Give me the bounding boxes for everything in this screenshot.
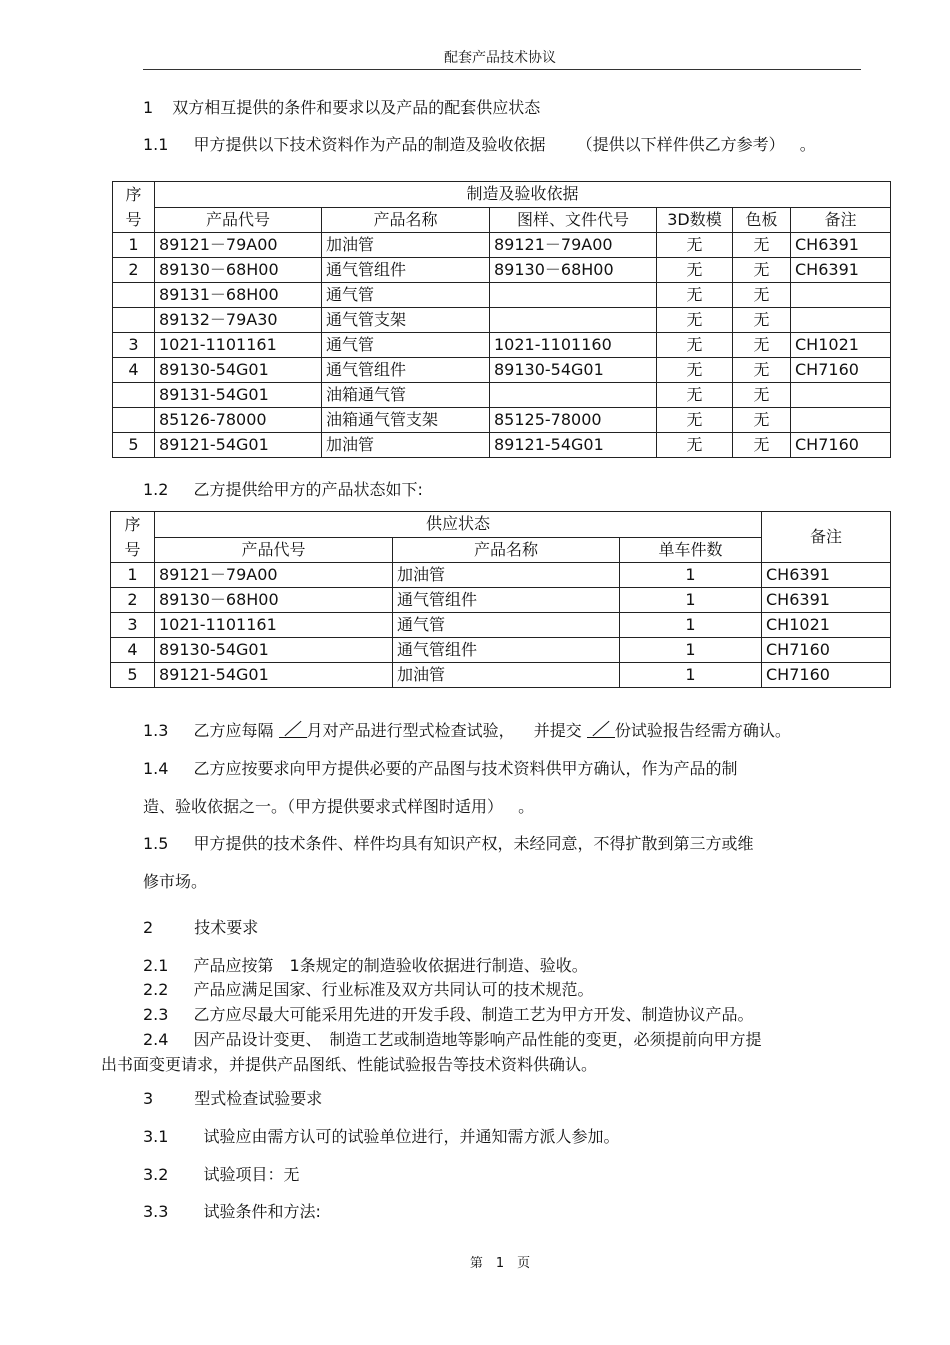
cell-remark: CH6391	[791, 258, 891, 283]
cell-drawing	[490, 283, 657, 308]
paragraph-1-2-number: 1.2	[143, 480, 169, 499]
paragraph-1-4-text-cont: 造、验收依据之一。（甲方提供要求式样图时适用）	[143, 797, 504, 816]
table2-remark-header: 备注	[762, 512, 891, 563]
table1-col-name: 产品名称	[322, 207, 490, 233]
paragraph-1-1-note: （提供以下样件供乙方参考）	[576, 135, 785, 154]
paragraph-1-5-number: 1.5	[143, 834, 169, 853]
cell-qty: 1	[620, 663, 762, 688]
paragraph-2-3-number: 2.3	[143, 1005, 169, 1024]
section1-heading	[143, 95, 540, 118]
paragraph-3-2-text: 试验项目：无	[203, 1165, 300, 1184]
paragraph-1-3-number: 1.3	[143, 721, 169, 740]
cell-code: 85126-78000	[155, 408, 322, 433]
cell-remark: CH7160	[762, 638, 891, 663]
cell-seq: 1	[113, 233, 155, 258]
cell-code: 89131－68H00	[155, 283, 322, 308]
paragraph-2-4-line2: 出书面变更请求，并提供产品图纸、性能试验报告等技术资料供确认。	[101, 1055, 598, 1074]
cell-qty: 1	[620, 563, 762, 588]
table2-col-name: 产品名称	[393, 537, 620, 563]
supply-status-table	[110, 511, 891, 688]
cell-drawing: 89130－68H00	[490, 258, 657, 283]
cell-qty: 1	[620, 613, 762, 638]
paragraph-1-2	[143, 477, 423, 500]
table-row	[113, 308, 891, 333]
cell-code: 89121-54G01	[155, 663, 393, 688]
table1-col-drawing: 图样、文件代号	[490, 207, 657, 233]
table-row	[113, 358, 891, 383]
paragraph-1-3-text-b: 月对产品进行型式检查试验，	[306, 721, 515, 740]
cell-model3d: 无	[657, 433, 733, 458]
cell-seq: 5	[113, 433, 155, 458]
paragraph-2-2	[143, 977, 594, 1000]
cell-model3d: 无	[657, 333, 733, 358]
paragraph-2-4-number: 2.4	[143, 1030, 169, 1049]
cell-name: 油箱通气管	[322, 383, 490, 408]
cell-code: 89121－79A00	[155, 233, 322, 258]
table-row	[113, 258, 891, 283]
cell-model3d: 无	[657, 383, 733, 408]
cell-drawing: 89121-54G01	[490, 433, 657, 458]
paragraph-1-3-text-a: 乙方应每隔	[193, 721, 274, 740]
manufacturing-basis-table	[112, 181, 891, 458]
paragraph-3-3-number: 3.3	[143, 1202, 169, 1221]
section2-number: 2	[143, 918, 154, 937]
cell-name: 通气管组件	[393, 638, 620, 663]
cell-color: 无	[733, 383, 791, 408]
cell-model3d: 无	[657, 233, 733, 258]
paragraph-1-1-period: 。	[799, 135, 816, 154]
table1-seq-header	[113, 182, 155, 233]
paragraph-3-1-number: 3.1	[143, 1127, 169, 1146]
cell-color: 无	[733, 283, 791, 308]
cell-seq: 2	[111, 588, 155, 613]
cell-remark: CH6391	[762, 588, 891, 613]
paragraph-2-2-text: 产品应满足国家、行业标准及双方共同认可的技术规范。	[193, 980, 594, 999]
paragraph-1-2-text: 乙方提供给甲方的产品状态如下:	[193, 480, 423, 499]
cell-seq: 2	[113, 258, 155, 283]
paragraph-1-3-text-d: 份试验报告经需方确认。	[614, 721, 791, 740]
cell-color: 无	[733, 258, 791, 283]
table-row	[111, 588, 891, 613]
paragraph-1-1	[143, 132, 816, 155]
cell-seq: 4	[113, 358, 155, 383]
cell-name: 加油管	[322, 233, 490, 258]
cell-remark	[791, 308, 891, 333]
table-row	[113, 233, 891, 258]
cell-model3d: 无	[657, 258, 733, 283]
cell-drawing: 89121－79A00	[490, 233, 657, 258]
cell-qty: 1	[620, 638, 762, 663]
slash-mark	[284, 721, 301, 736]
cell-color: 无	[733, 408, 791, 433]
table2-seq-header	[111, 512, 155, 563]
paragraph-1-4-number: 1.4	[143, 759, 169, 778]
paragraph-1-5-line2: 修市场。	[143, 872, 208, 891]
page-number: 第 1 页	[469, 1256, 531, 1271]
paragraph-1-1-number: 1.1	[143, 135, 169, 154]
table1-col-code: 产品代号	[155, 207, 322, 233]
paragraph-1-4-period: 。	[518, 797, 535, 816]
section2-title: 技术要求	[194, 918, 259, 937]
section3-number: 3	[143, 1089, 154, 1108]
paragraph-3-2	[143, 1162, 300, 1185]
table1-col-3d-model: 3D数模	[657, 207, 733, 233]
cell-name: 通气管组件	[322, 258, 490, 283]
paragraph-2-1	[143, 953, 588, 976]
paragraph-2-1-number: 2.1	[143, 956, 169, 975]
cell-code: 89121－79A00	[155, 563, 393, 588]
cell-name: 油箱通气管支架	[322, 408, 490, 433]
cell-name: 通气管	[322, 283, 490, 308]
cell-remark: CH6391	[762, 563, 891, 588]
section3-title: 型式检查试验要求	[194, 1089, 323, 1108]
table2-seq-header-line2: 号	[124, 540, 141, 559]
cell-name: 通气管	[322, 333, 490, 358]
cell-drawing	[490, 383, 657, 408]
cell-seq	[113, 408, 155, 433]
table1-seq-header-line2: 号	[125, 210, 142, 229]
cell-model3d: 无	[657, 408, 733, 433]
cell-code: 1021-1101161	[155, 333, 322, 358]
cell-drawing: 85125-78000	[490, 408, 657, 433]
report-count-blank	[587, 719, 615, 738]
table1-seq-header-line1: 序	[125, 185, 142, 204]
cell-name: 加油管	[393, 663, 620, 688]
section2-heading	[143, 915, 258, 938]
cell-color: 无	[733, 358, 791, 383]
table-row	[111, 613, 891, 638]
cell-seq: 5	[111, 663, 155, 688]
paragraph-2-3	[143, 1002, 754, 1025]
cell-seq: 3	[113, 333, 155, 358]
paragraph-2-1-text: 产品应按第 1条规定的制造验收依据进行制造、验收。	[193, 956, 588, 975]
section3-heading	[143, 1086, 322, 1109]
cell-color: 无	[733, 333, 791, 358]
table2-seq-header-line1: 序	[124, 515, 141, 534]
cell-model3d: 无	[657, 308, 733, 333]
paragraph-1-3	[143, 718, 791, 741]
table-row	[111, 563, 891, 588]
cell-remark	[791, 283, 891, 308]
slash-mark	[592, 721, 609, 736]
paragraph-3-2-number: 3.2	[143, 1165, 169, 1184]
paragraph-3-1-text: 试验应由需方认可的试验单位进行，并通知需方派人参加。	[203, 1127, 620, 1146]
paragraph-2-2-number: 2.2	[143, 980, 169, 999]
table-row	[113, 333, 891, 358]
cell-name: 加油管	[322, 433, 490, 458]
cell-drawing: 1021-1101160	[490, 333, 657, 358]
cell-code: 1021-1101161	[155, 613, 393, 638]
paragraph-3-1	[143, 1124, 620, 1147]
table-row	[111, 663, 891, 688]
cell-seq: 1	[111, 563, 155, 588]
paragraph-1-4-line2	[143, 794, 534, 817]
table1-col-color-plate: 色板	[733, 207, 791, 233]
table1-col-remark: 备注	[791, 207, 891, 233]
table-row	[113, 383, 891, 408]
cell-model3d: 无	[657, 283, 733, 308]
cell-seq	[113, 383, 155, 408]
paragraph-2-4-line1	[143, 1027, 762, 1050]
table2-col-qty: 单车件数	[620, 537, 762, 563]
cell-color: 无	[733, 308, 791, 333]
interval-blank	[279, 719, 307, 738]
cell-drawing: 89130-54G01	[490, 358, 657, 383]
cell-code: 89132－79A30	[155, 308, 322, 333]
cell-color: 无	[733, 233, 791, 258]
table-row	[111, 638, 891, 663]
table1-group-header: 制造及验收依据	[155, 182, 891, 208]
cell-code: 89130－68H00	[155, 258, 322, 283]
cell-seq: 3	[111, 613, 155, 638]
cell-drawing	[490, 308, 657, 333]
table-row	[113, 408, 891, 433]
cell-code: 89130－68H00	[155, 588, 393, 613]
table-row	[113, 433, 891, 458]
table-row	[113, 283, 891, 308]
cell-qty: 1	[620, 588, 762, 613]
cell-seq	[113, 283, 155, 308]
paragraph-1-5-text: 甲方提供的技术条件、样件均具有知识产权，未经同意，不得扩散到第三方或维	[193, 834, 754, 853]
cell-remark: CH7160	[791, 358, 891, 383]
paragraph-1-1-text: 甲方提供以下技术资料作为产品的制造及验收依据	[193, 135, 546, 154]
cell-name: 通气管组件	[322, 358, 490, 383]
cell-name: 加油管	[393, 563, 620, 588]
page-header-title: 配套产品技术协议	[444, 50, 556, 66]
paragraph-3-3-text: 试验条件和方法:	[203, 1202, 321, 1221]
cell-code: 89130-54G01	[155, 638, 393, 663]
header-divider	[143, 69, 861, 70]
cell-remark: CH7160	[762, 663, 891, 688]
cell-name: 通气管	[393, 613, 620, 638]
paragraph-3-3	[143, 1199, 321, 1222]
paragraph-2-3-text: 乙方应尽最大可能采用先进的开发手段、制造工艺为甲方开发、制造协议产品。	[193, 1005, 754, 1024]
cell-remark: CH6391	[791, 233, 891, 258]
cell-remark	[791, 408, 891, 433]
cell-model3d: 无	[657, 358, 733, 383]
section1-number: 1	[143, 98, 154, 117]
cell-code: 89131-54G01	[155, 383, 322, 408]
paragraph-2-4-text: 因产品设计变更、 制造工艺或制造地等影响产品性能的变更，必须提前向甲方提	[193, 1030, 762, 1049]
cell-seq	[113, 308, 155, 333]
cell-code: 89121-54G01	[155, 433, 322, 458]
cell-name: 通气管组件	[393, 588, 620, 613]
cell-remark: CH1021	[791, 333, 891, 358]
table2-group-header: 供应状态	[155, 512, 762, 538]
cell-code: 89130-54G01	[155, 358, 322, 383]
table2-col-code: 产品代号	[155, 537, 393, 563]
paragraph-1-5-line1	[143, 831, 754, 854]
cell-remark: CH7160	[791, 433, 891, 458]
cell-color: 无	[733, 433, 791, 458]
paragraph-1-4-line1	[143, 756, 738, 779]
cell-name: 通气管支架	[322, 308, 490, 333]
cell-remark: CH1021	[762, 613, 891, 638]
section1-title: 双方相互提供的条件和要求以及产品的配套供应状态	[172, 98, 541, 117]
paragraph-1-4-text: 乙方应按要求向甲方提供必要的产品图与技术资料供甲方确认，作为产品的制	[193, 759, 738, 778]
cell-remark	[791, 383, 891, 408]
cell-seq: 4	[111, 638, 155, 663]
paragraph-1-3-text-c: 并提交	[533, 721, 582, 740]
